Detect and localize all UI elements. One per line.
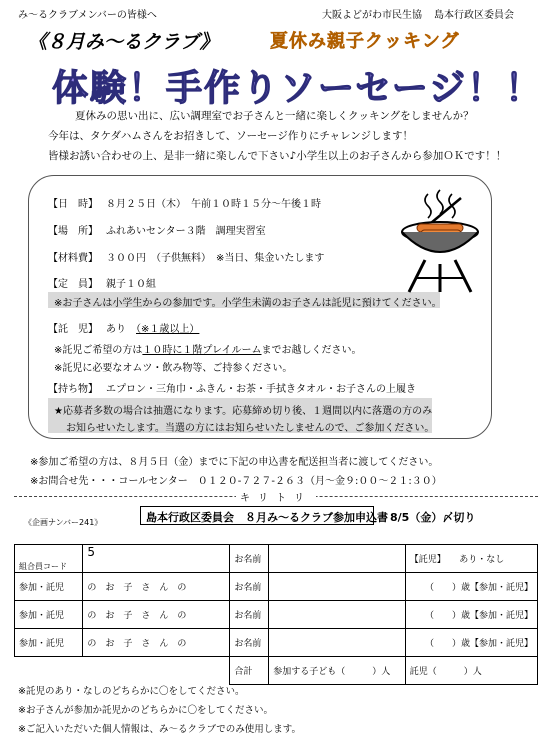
lottery-line-2: お知らせいたします。当選の方にはお知らせいたしませんので、ご参加ください。 bbox=[66, 423, 435, 434]
event-subtitle: 《８月み～るクラブ》 bbox=[28, 31, 219, 53]
table-row bbox=[15, 601, 538, 629]
capacity-note: ※お子さんは小学生からの参加です。小学生未満のお子さんは託児に預けてください。 bbox=[54, 298, 442, 309]
parent-name-field[interactable] bbox=[269, 545, 405, 573]
org-right: 島本行政区委員会 bbox=[434, 10, 514, 21]
detail-childcare bbox=[48, 320, 199, 335]
apply-note: ※参加ご希望の方は、８月５日（金）までに下記の申込書を配送担当者に渡してください。 bbox=[30, 457, 439, 468]
childcare-choice[interactable] bbox=[405, 545, 537, 573]
child-choice[interactable]: 参加・託児 bbox=[15, 573, 83, 601]
lottery-line-1: ★応募者多数の場合は抽選になります。応募締め切り後、１週間以内に落選の方のみ bbox=[54, 406, 433, 417]
child-age-field[interactable]: （ ）歳【参加・託児】 bbox=[405, 629, 537, 657]
bring-value: エプロン・三角巾・ふきん・お茶・手拭きタオル・お子さんの上履き bbox=[106, 384, 416, 395]
fee-value: ３００円 （子供無料） ※当日、集金いたします bbox=[106, 253, 325, 264]
child-name-field[interactable] bbox=[269, 573, 405, 601]
intro-line-2: 今年は、タケダハムさんをお招きして、ソーセージ作りにチャレンジします！ bbox=[48, 130, 413, 142]
empty-cell bbox=[15, 657, 83, 685]
date-value: ８月２５日（木） 午前１０時１５分～午後１時 bbox=[106, 199, 321, 210]
footer-note-2: ※お子さんが参加か託児かのどちらかに〇をしてください。 bbox=[18, 705, 273, 716]
child-name-label: お名前 bbox=[230, 573, 269, 601]
childcare-label: 【託 児】 bbox=[48, 324, 98, 335]
page-title: 体験！手作りソーセージ！！ bbox=[52, 68, 544, 109]
member-code-label: 組合員コード bbox=[15, 545, 83, 573]
club-greeting: み～るクラブメンバーの皆様へ bbox=[18, 10, 157, 21]
child-age-field[interactable]: （ ）歳【参加・託児】 bbox=[405, 573, 537, 601]
detail-bring bbox=[48, 380, 416, 395]
empty-cell bbox=[83, 657, 230, 685]
org-left: 大阪よどがわ市民生協 bbox=[322, 10, 422, 21]
total-children-field[interactable]: 参加する子ども（ ）人 bbox=[269, 657, 405, 685]
table-row bbox=[15, 545, 538, 573]
child-name-field[interactable] bbox=[269, 601, 405, 629]
capacity-label: 【定 員】 bbox=[48, 279, 98, 290]
childcare-note-1b: １０時に１階プレイルーム bbox=[142, 345, 262, 356]
bring-label: 【持ち物】 bbox=[48, 384, 98, 395]
total-childcare-field[interactable]: 託児（ ）人 bbox=[405, 657, 537, 685]
application-form-table bbox=[14, 544, 538, 685]
cut-label: キリトリ bbox=[236, 489, 316, 504]
table-row bbox=[15, 573, 538, 601]
childcare-note-1a: ※託児ご希望の方は bbox=[54, 345, 143, 356]
childcare-choice-label: 【託児】 bbox=[409, 555, 442, 565]
fee-label: 【材料費】 bbox=[48, 253, 98, 264]
childcare-age: （※１歳以上） bbox=[136, 324, 200, 335]
child-name-label: お名前 bbox=[230, 629, 269, 657]
detail-date bbox=[48, 195, 321, 210]
child-age-field[interactable]: （ ）歳【参加・託児】 bbox=[405, 601, 537, 629]
place-value: ふれあいセンター３階 調理実習室 bbox=[106, 226, 266, 237]
child-choice[interactable]: 参加・託児 bbox=[15, 601, 83, 629]
footer-note-1: ※託児のあり・なしのどちらかに〇をしてください。 bbox=[18, 686, 245, 697]
name-label: お名前 bbox=[230, 545, 269, 573]
childcare-choice-options: あり・なし bbox=[459, 555, 505, 565]
footer-note-3: ※ご記入いただいた個人情報は、み～るクラブでのみ使用します。 bbox=[18, 724, 301, 735]
total-label: 合計 bbox=[230, 657, 269, 685]
child-text: の お 子 さ ん の bbox=[83, 601, 230, 629]
event-theme: 夏休み親子クッキング bbox=[270, 31, 460, 52]
date-label: 【日 時】 bbox=[48, 199, 98, 210]
detail-fee bbox=[48, 249, 324, 264]
form-deadline: 8/5（金）〆切り bbox=[390, 511, 476, 524]
childcare-note-2: ※託児に必要なオムツ・飲み物等、ご持参ください。 bbox=[54, 363, 293, 374]
child-choice[interactable]: 参加・託児 bbox=[15, 629, 83, 657]
table-row bbox=[15, 629, 538, 657]
organizer bbox=[322, 6, 514, 21]
detail-capacity bbox=[48, 275, 156, 290]
bbq-grill-illustration bbox=[395, 188, 485, 293]
place-label: 【場 所】 bbox=[48, 226, 98, 237]
detail-place bbox=[48, 222, 266, 237]
table-row bbox=[15, 657, 538, 685]
member-code-field[interactable]: 5 bbox=[83, 545, 230, 573]
capacity-value: 親子１０組 bbox=[106, 279, 156, 290]
child-text: の お 子 さ ん の bbox=[83, 573, 230, 601]
contact-note: ※お問合せ先・・・コールセンター ０１２０-７２７-２６３（月～金９:００～２１:３０） bbox=[30, 476, 442, 487]
intro-line-1: 夏休みの思い出に、広い調理室でお子さんと一緒に楽しくクッキングをしませんか？ bbox=[75, 110, 474, 122]
plan-number: 《企画ナンバー241》 bbox=[24, 518, 103, 527]
childcare-value: あり bbox=[106, 324, 136, 335]
child-name-label: お名前 bbox=[230, 601, 269, 629]
intro-line-3: 皆様お誘い合わせの上、是非一緒に楽しんで下さい♪小学生以上のお子さんから参加ＯＫです！！ bbox=[48, 150, 507, 162]
form-title: 島本行政区委員会 ８月み～るクラブ参加申込書 bbox=[146, 511, 388, 524]
child-text: の お 子 さ ん の bbox=[83, 629, 230, 657]
childcare-note-1 bbox=[54, 341, 362, 356]
childcare-note-1c: までお越しください。 bbox=[261, 345, 362, 356]
child-name-field[interactable] bbox=[269, 629, 405, 657]
